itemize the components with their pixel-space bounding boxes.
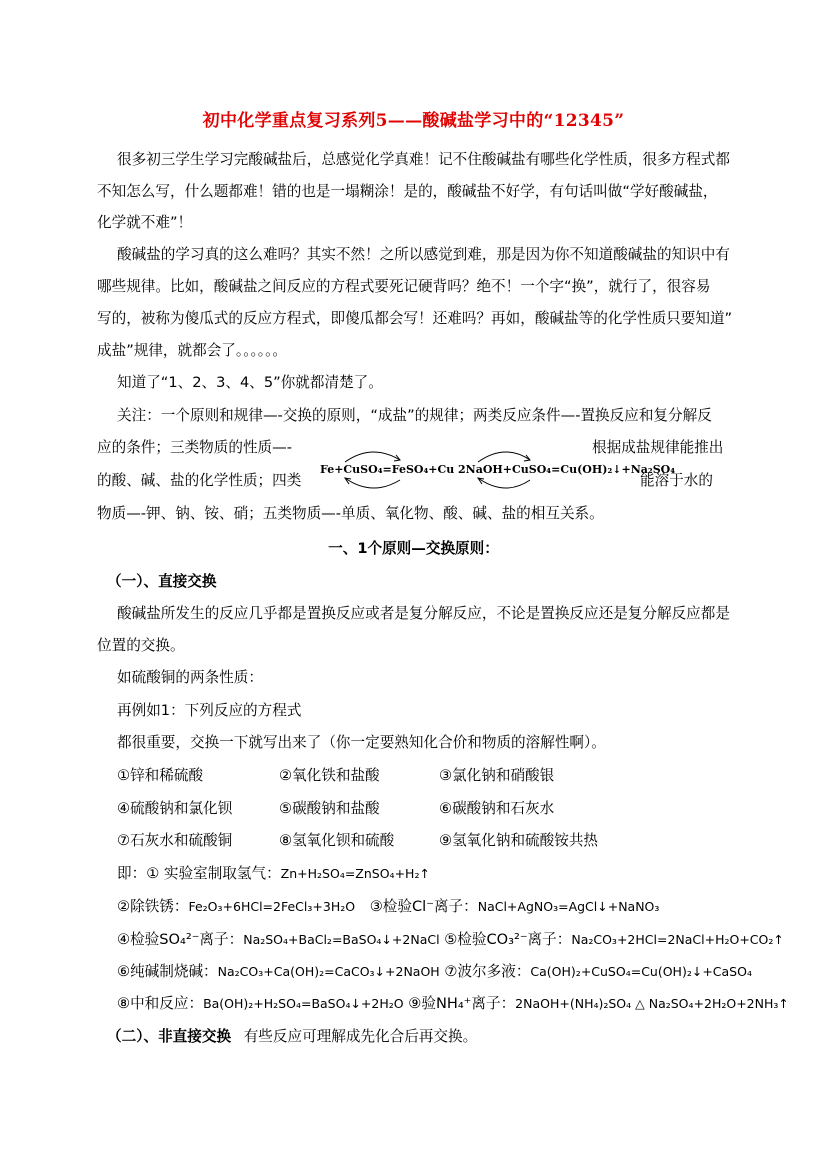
para4-line-3a: 的酸、碱、盐的化学性质；四类 [97,472,302,489]
sub1-para-line-2: 位置的交换。 [97,637,185,654]
equation-line-4 [117,962,752,982]
equation-formula: Na₂SO₄+BaCl₂=BaSO₄↓+2NaCl [243,932,440,947]
example-line-3: 都很重要，交换一下就写出来了（你一定要熟知化合价和物质的溶解性啊）。 [117,734,606,751]
para2-line-4: 成盐”规律，就都会了。。。。。。 [97,342,287,359]
para2-line-3: 写的，被称为傻瓜式的反应方程式，即傻瓜都会写！还难吗？再如，酸碱盐等的化学性质只要知道” [97,310,733,327]
intro-line-3: 化学就不难”！ [97,214,193,231]
intro-line-1: 很多初三学生学习完酸碱盐后，总感觉化学真难！记不住酸碱盐有哪些化学性质，很多方程式都 [117,151,730,168]
page-title: 初中化学重点复习系列5——酸碱盐学习中的“12345” [202,111,625,131]
sub2-heading: （二）、非直接交换 [107,1028,232,1045]
diagram-reaction-2: 2NaOH+CuSO₄=Cu(OH)₂↓+Na₂SO₄ [458,463,676,476]
equation-line-5 [117,994,789,1014]
equation-formula: Fe₂O₃+6HCl=2FeCl₃+3H₂O [188,899,356,914]
equation-line-2 [117,897,659,917]
para4-line-3b: 能溶于水的 [640,472,713,489]
equation-line-3 [117,930,784,950]
section1-heading: 一、1个原则—交换原则： [328,540,499,557]
equation-label: ⑥纯碱制烧碱： [117,963,218,980]
equation-formula: Zn+H₂SO₄=ZnSO₄+H₂↑ [280,866,430,881]
reaction-item: ①锌和稀硫酸 [117,767,204,784]
equation-formula: NaCl+AgNO₃=AgCl↓+NaNO₃ [477,899,660,914]
para4-line-1: 关注：一个原则和规律—-交换的原则，“成盐”的规律；两类反应条件—-置换反应和复分解反 [117,407,712,424]
equation-formula: Na₂CO₃+Ca(OH)₂=CaCO₃↓+2NaOH [217,964,440,979]
equation-formula: 2NaOH+(NH₄)₂SO₄ △ Na₂SO₄+2H₂O+2NH₃↑ [515,996,789,1011]
para3-line: 知道了“1、2、3、4、5”你就都清楚了。 [117,374,383,391]
equation-formula: Ca(OH)₂+CuSO₄=Cu(OH)₂↓+CaSO₄ [530,964,752,979]
reaction-item: ⑤碳酸钠和盐酸 [279,800,380,817]
equation-label: ②除铁锈： [117,898,189,915]
example-line-2: 再例如1：下列反应的方程式 [117,702,302,719]
equation-label: ⑧中和反应： [117,995,204,1012]
equation-label: ③检验Cl⁻离子： [369,898,478,915]
equation-label: 即：① 实验室制取氢气： [117,865,281,882]
intro-line-2: 不知怎么写，什么题都难！错的也是一塌糊涂！是的，酸碱盐不好学，有句话叫做“学好酸碱盐， [97,183,718,200]
reaction-item: ⑨氢氧化钠和硫酸铵共热 [439,832,599,849]
reaction-item: ⑦石灰水和硫酸铜 [117,832,233,849]
reaction-item: ③氯化钠和硝酸银 [439,767,555,784]
reaction-item: ⑥碳酸钠和石灰水 [439,800,555,817]
equation-formula: Ba(OH)₂+H₂SO₄=BaSO₄↓+2H₂O [203,996,404,1011]
diagram-reaction-1: Fe+CuSO₄=FeSO₄+Cu [320,463,455,476]
equation-label: ④检验SO₄²⁻离子： [117,931,244,948]
para2-line-1: 酸碱盐的学习真的这么难吗？其实不然！之所以感觉到难，那是因为你不知道酸碱盐的知识中有 [117,246,730,263]
sub1-heading: （一）、直接交换 [107,573,217,590]
reaction-item: ②氧化铁和盐酸 [279,767,380,784]
equation-line-1 [117,864,430,884]
equation-formula: Na₂CO₃+2HCl=2NaCl+H₂O+CO₂↑ [571,932,784,947]
reaction-item: ⑧氢氧化钡和硫酸 [279,832,395,849]
para2-line-2: 哪些规律。比如，酸碱盐之间反应的方程式要死记硬背吗？绝不！一个字“换”，就行了，很容易 [97,278,711,295]
example-line-1: 如硫酸铜的两条性质： [117,669,263,686]
sub1-para-line-1: 酸碱盐所发生的反应几乎都是置换反应或者是复分解反应，不论是置换反应还是复分解反应都是 [117,605,730,622]
para4-line-2a: 应的条件；三类物质的性质—- [97,439,292,456]
para4-line-2b: 根据成盐规律能推出 [592,439,724,456]
para4-line-4: 物质—-钾、钠、铵、硝；五类物质—-单质、氧化物、酸、碱、盐的相互关系。 [97,505,604,522]
sub2-line [107,1027,477,1047]
reaction-item: ④硫酸钠和氯化钡 [117,800,233,817]
sub2-text: 有些反应可理解成先化合后再交换。 [243,1028,478,1045]
equation-label: ⑦波尔多液： [444,963,531,980]
equation-label: ⑨验NH₄⁺离子： [408,995,516,1012]
equation-label: ⑤检验CO₃²⁻离子： [444,931,572,948]
